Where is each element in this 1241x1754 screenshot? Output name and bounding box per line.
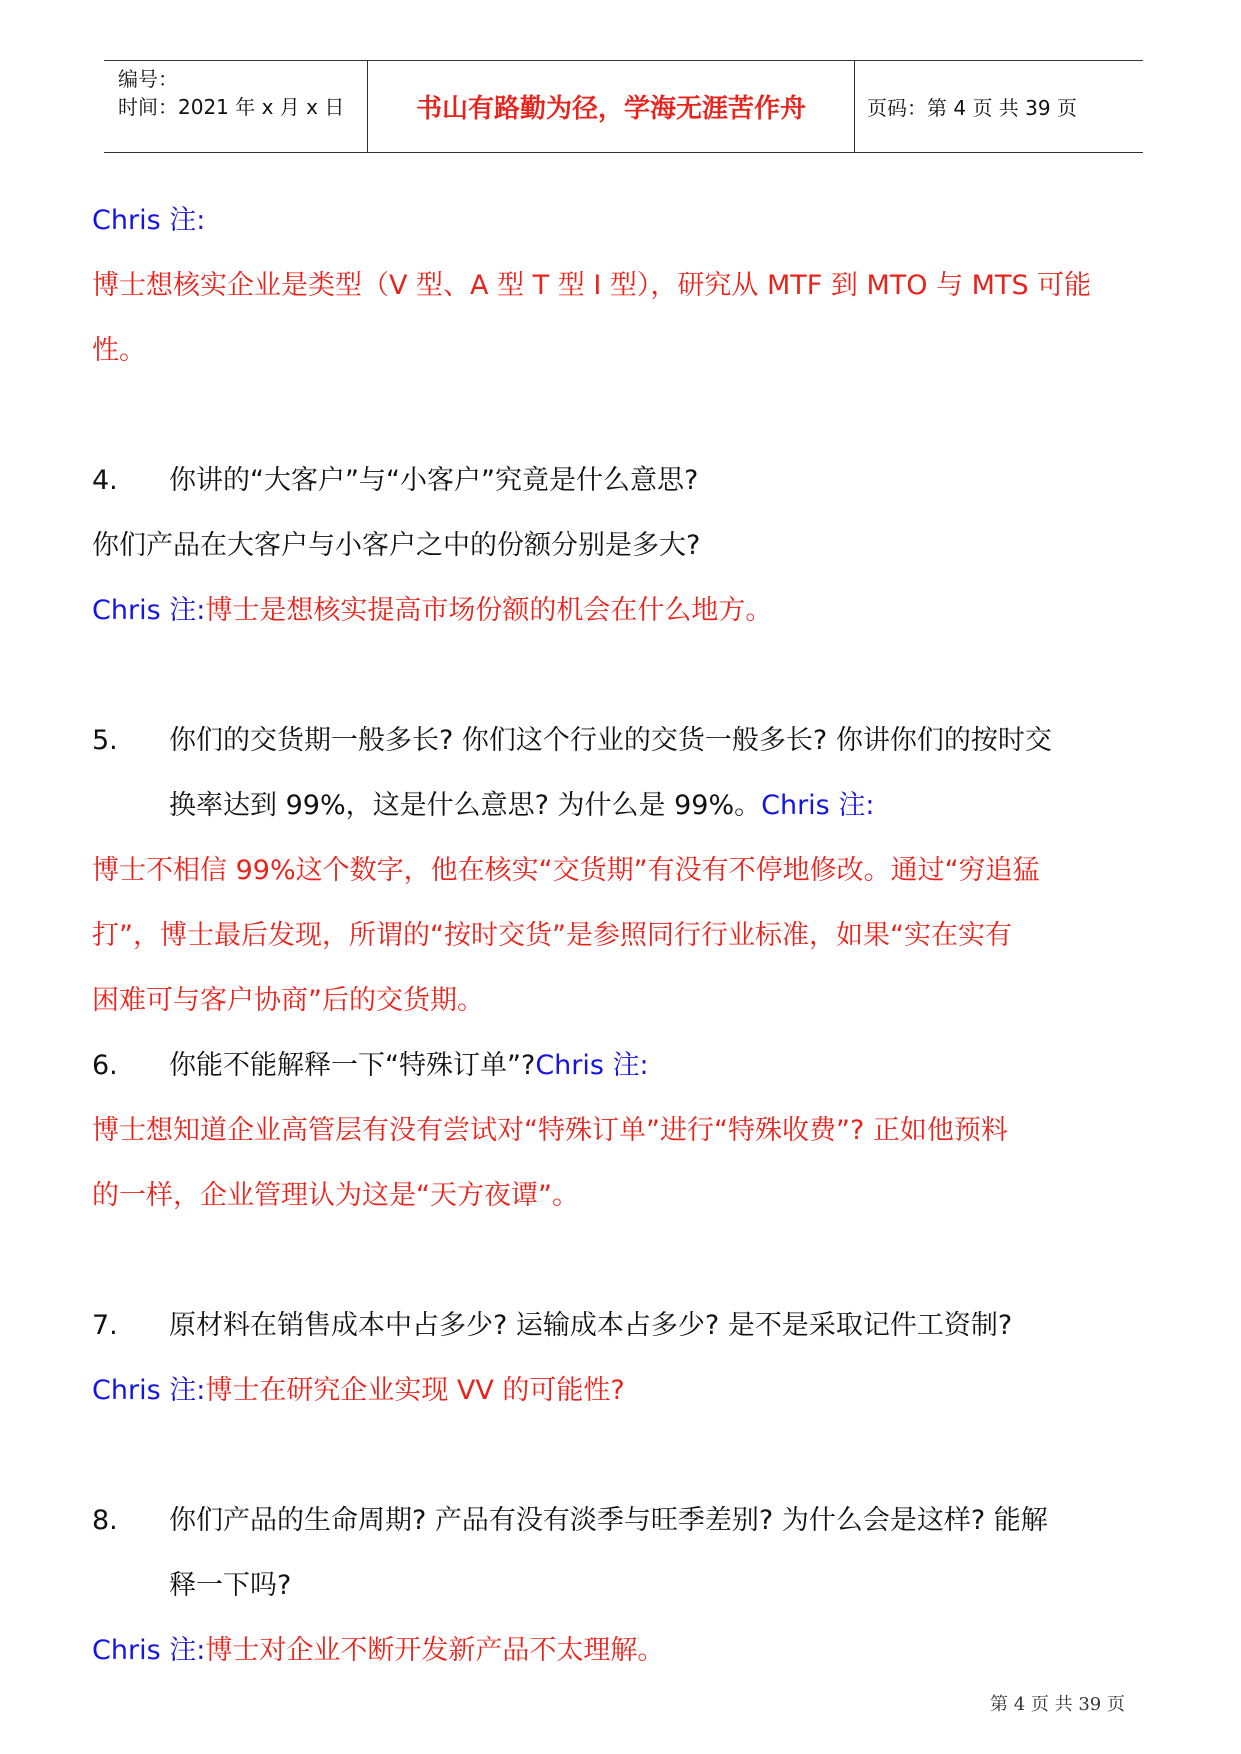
note-text: 博士不相信 99%这个数字，他在核实“交货期”有没有不停地修改。通过“穷追猛 [92, 855, 1040, 886]
question-number: 7. [92, 1310, 118, 1341]
question-text: 你们产品在大客户与小客户之中的份额分别是多大? [92, 530, 701, 561]
note-label: Chris 注: [92, 1635, 206, 1666]
note-text: 博士在研究企业实现 VV 的可能性? [205, 1375, 625, 1406]
spacer [92, 1423, 1152, 1488]
question-text: 你讲的“大客户”与“小客户”究竟是什么意思? [169, 465, 699, 496]
note-label: Chris 注: [92, 595, 206, 626]
note-text: 博士对企业不断开发新产品不太理解。 [205, 1635, 665, 1666]
note-4 [92, 578, 1152, 643]
question-text: 你们产品的生命周期? 产品有没有淡季与旺季差别? 为什么会是这样? 能解 [169, 1505, 1048, 1536]
question-text: 原材料在销售成本中占多少? 运输成本占多少? 是不是采取记件工资制? [169, 1310, 1013, 1341]
question-4 [92, 448, 1152, 513]
note-text: 打”，博士最后发现，所谓的“按时交货”是参照同行行业标准，如果“实在实有 [92, 920, 1012, 951]
header-time: 时间：2021 年 x 月 x 日 [118, 95, 345, 119]
question-number: 5. [92, 725, 118, 756]
header-meta [104, 61, 368, 152]
note-7 [92, 1358, 1152, 1423]
question-8 [92, 1488, 1152, 1553]
note-text: 困难可与客户协商”后的交货期。 [92, 985, 484, 1016]
question-text: 你们的交货期一般多长? 你们这个行业的交货一般多长? 你讲你们的按时交 [169, 725, 1052, 756]
spacer [92, 643, 1152, 708]
note-text: 博士想知道企业高管层有没有尝试对“特殊订单”进行“特殊收费”? 正如他预料 [92, 1115, 1008, 1146]
question-number: 4. [92, 465, 118, 496]
note-label: Chris 注: [535, 1050, 649, 1081]
document-body [92, 188, 1152, 1683]
note-label: Chris 注: [92, 1375, 206, 1406]
question-text: 释一下吗? [169, 1570, 292, 1601]
header-number: 编号： [118, 67, 178, 91]
question-7 [92, 1293, 1152, 1358]
page-header [104, 60, 1143, 153]
note-text: 博士是想核实提高市场份额的机会在什么地方。 [205, 595, 773, 626]
spacer [92, 1228, 1152, 1293]
spacer [92, 383, 1152, 448]
header-page-info: 页码：第 4 页 共 39 页 [867, 96, 1077, 120]
note-text: 的一样，企业管理认为这是“天方夜谭”。 [92, 1180, 579, 1211]
question-5 [92, 708, 1152, 773]
question-number: 6. [92, 1050, 118, 1081]
question-number: 8. [92, 1505, 118, 1536]
question-text: 你能不能解释一下“特殊订单”? [169, 1050, 536, 1081]
question-6 [92, 1033, 1152, 1098]
note-text: 性。 [92, 335, 146, 366]
note-text: 博士想核实企业是类型（V 型、A 型 T 型 I 型），研究从 MTF 到 MTO 与 MTS 可能 [92, 270, 1092, 301]
question-5-cont [92, 773, 1152, 838]
question-text: 换率达到 99%，这是什么意思? 为什么是 99%。 [169, 790, 762, 821]
note-label: Chris 注: [761, 790, 875, 821]
note-8 [92, 1618, 1152, 1683]
page-footer: 第 4 页 共 39 页 [990, 1694, 1125, 1715]
header-motto: 书山有路勤为径，学海无涯苦作舟 [368, 61, 855, 152]
note-label: Chris 注: [92, 205, 206, 236]
